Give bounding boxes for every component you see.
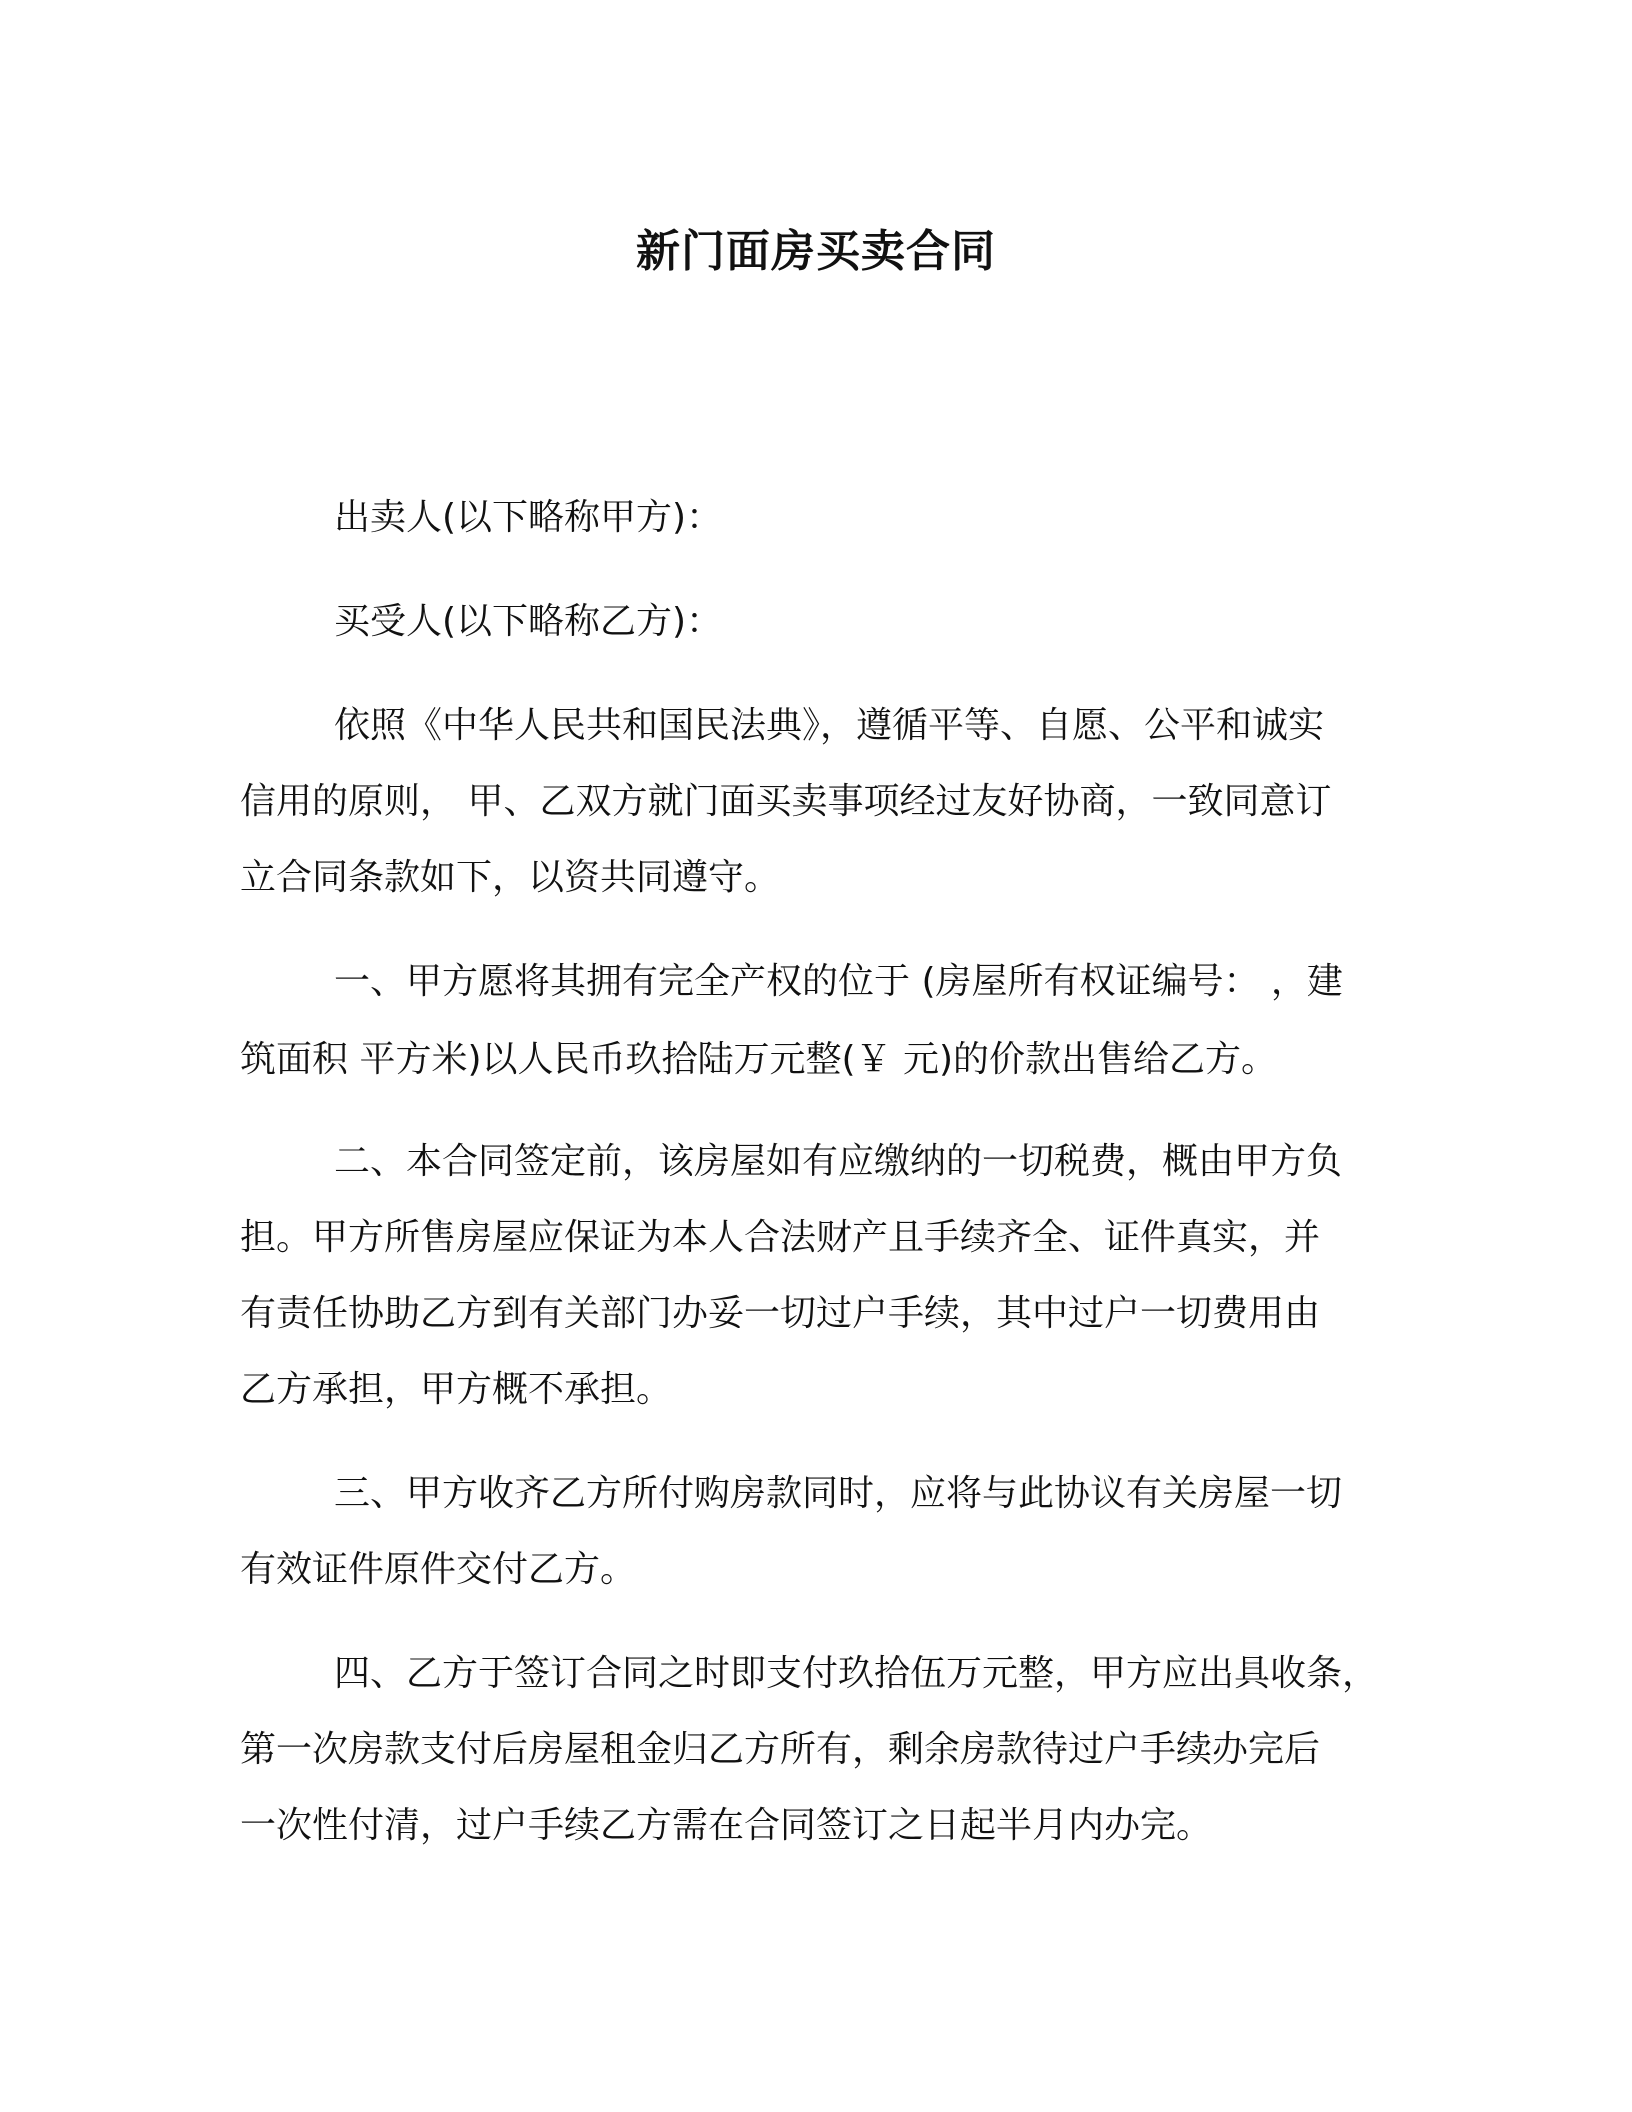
clause3-line-1: 三、甲方收齐乙方所付购房款同时，应将与此协议有关房屋一切 bbox=[334, 1473, 1343, 1514]
clause2-line-3: 有责任协助乙方到有关部门办妥一切过户手续，其中过户一切费用由 bbox=[240, 1293, 1321, 1334]
preamble-line-1: 依照《中华人民共和国民法典》，遵循平等、自愿、公平和诚实 bbox=[334, 705, 1325, 746]
preamble-line-3: 立合同条款如下，以资共同遵守。 bbox=[240, 857, 781, 898]
preamble-line-2: 信用的原则， 甲、乙双方就门面买卖事项经过友好协商，一致同意订 bbox=[240, 781, 1332, 822]
clause2-line-4: 乙方承担，甲方概不承担。 bbox=[240, 1369, 673, 1410]
clause1-line-2: 筑面积 平方米)以人民币玖拾陆万元整(￥ 元)的价款出售给乙方。 bbox=[240, 1039, 1278, 1080]
clause4-line-1: 四、乙方于签订合同之时即支付玖拾伍万元整，甲方应出具收条， bbox=[334, 1653, 1379, 1694]
document-title: 新门面房买卖合同 bbox=[636, 226, 996, 277]
seller-line: 出卖人(以下略称甲方)： bbox=[334, 497, 723, 538]
clause1-line-1: 一、甲方愿将其拥有完全产权的位于 (房屋所有权证编号： ，建 bbox=[334, 961, 1343, 1002]
clause4-line-3: 一次性付清，过户手续乙方需在合同签订之日起半月内办完。 bbox=[240, 1805, 1213, 1846]
clause4-line-2: 第一次房款支付后房屋租金归乙方所有，剩余房款待过户手续办完后 bbox=[240, 1729, 1321, 1770]
buyer-line: 买受人(以下略称乙方)： bbox=[334, 601, 723, 642]
clause3-line-2: 有效证件原件交付乙方。 bbox=[240, 1549, 637, 1590]
clause2-line-1: 二、本合同签定前，该房屋如有应缴纳的一切税费，概由甲方负 bbox=[334, 1141, 1343, 1182]
clause2-line-2: 担。甲方所售房屋应保证为本人合法财产且手续齐全、证件真实，并 bbox=[240, 1217, 1321, 1258]
